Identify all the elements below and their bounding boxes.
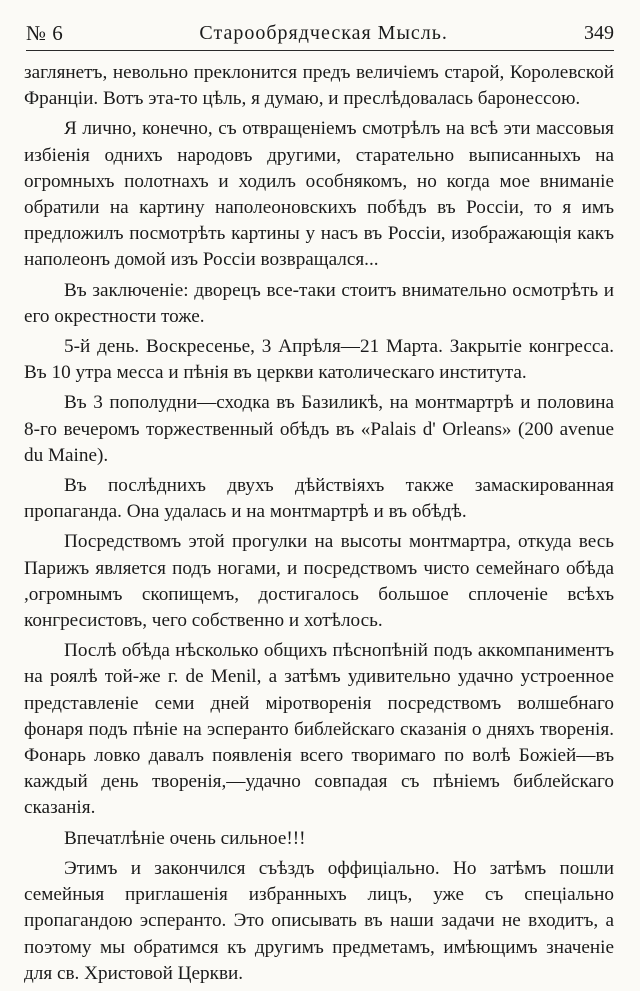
paragraph: Впечатлѣніе очень сильное!!! [64, 827, 306, 849]
paragraph: Этимъ и закончился съѣздъ оффиціально. Но затѣмъ пошли семейныя приглашенія избранныхъ лицъ, уже съ спеціально пропагандою эсперанто. Это описывать въ наши задачи не входитъ, а поэтому мы обратимся къ другимъ предметамъ, имѣющимъ значеніе для св. Христовой Церкви. [24, 857, 614, 984]
running-header [26, 14, 614, 52]
paragraph: Посредствомъ этой прогулки на высоты монтмартра, откуда весь Парижъ является подъ ногами, и посредствомъ чисто семейнаго обѣда ,огромнымъ скопищемъ, достигалось большое сплоченіе всѣхъ конгресистовъ, чего собственно и хотѣлось. [24, 531, 614, 632]
paragraph: Въ заключеніе: дворецъ все-таки стоитъ внимательно осмотрѣть и его окрестности тоже. [24, 279, 614, 327]
header-rule [26, 50, 614, 51]
page-number: 349 [583, 21, 614, 44]
journal-title: Старообрядческая Мысль. [199, 21, 448, 44]
page-body [24, 60, 614, 991]
paragraph: 5-й день. Воскресенье, 3 Апрѣля—21 Марта. Закрытіе конгресса. Въ 10 утра месса и пѣнія въ церкви католическаго института. [24, 336, 614, 384]
paragraph: Въ послѣднихъ двухъ дѣйствіяхъ также замаскированная пропаганда. Она удалась и на монтмартрѣ и въ обѣдѣ. [24, 475, 614, 523]
paragraph: заглянетъ, невольно преклонится предъ величіемъ старой, Королевской Франціи. Вотъ эта-то цѣль, я думаю, и преслѣдовалась баронессою. [24, 62, 614, 110]
paragraph: Въ 3 пополудни—сходка въ Базиликѣ, на монтмартрѣ и половина 8-го вечеромъ торжественный обѣдъ въ «Palais d' Orleans» (200 avenue du Maine). [24, 392, 614, 466]
issue-number: № 6 [26, 20, 64, 45]
paragraph: Я лично, конечно, съ отвращеніемъ смотрѣлъ на всѣ эти массовыя избіенія однихъ народовъ другими, старательно выписанныхъ на огромныхъ полотнахъ и ходилъ особнякомъ, но когда мое вниманіе обратили на картину наполеоновскихъ побѣдъ въ Россіи, то я имъ предложилъ посмотрѣть картины у насъ въ Россіи, изображающія какъ наполеонъ домой изъ Россіи возвращался... [24, 118, 614, 271]
paragraph: Послѣ обѣда нѣсколько общихъ пѣснопѣній подъ аккомпаниментъ на роялѣ той-же г. de Menil, а затѣмъ удивительно удачно устроенное представленіе семи дней міротворенія посредствомъ волшебнаго фонаря подъ пѣніе на эсперанто библейскаго сказанія о дняхъ творенія. Фонарь ловко давалъ появленія всего творимаго по волѣ Божіей—въ каждый день творенія,—удачно совпадая съ пѣніемъ библейскаго сказанія. [24, 640, 614, 819]
